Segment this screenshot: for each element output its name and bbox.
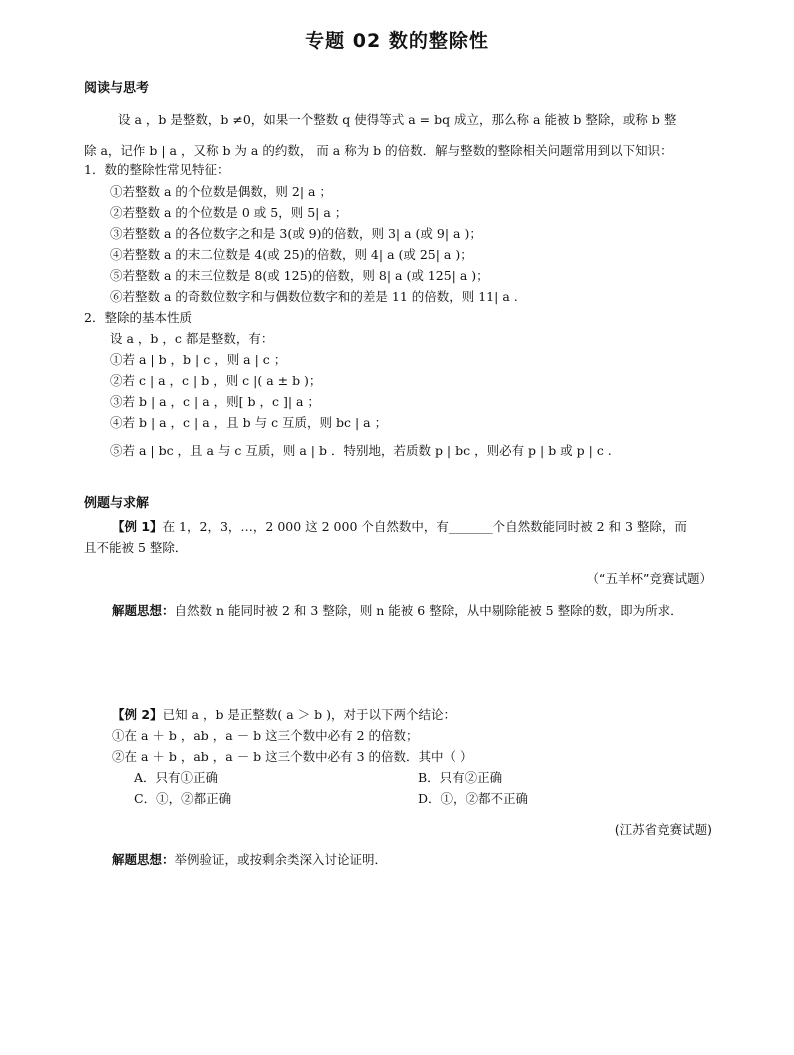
example-2-label: 【例 2】 (112, 707, 163, 722)
example-2-option-a: A．只有①正确 (134, 770, 219, 785)
example-1-hint-text: 自然数 n 能同时被 2 和 3 整除，则 n 能被 6 整除，从中剔除能被 5 整除的数，即为所求． (174, 603, 683, 618)
point2-intro: 设 a ，b ，c 都是整数，有： (110, 331, 274, 346)
example-1-line-2: 且不能被 5 整除． (84, 540, 188, 555)
point1-item: ⑤若整数 a 的末三位数是 8(或 125)的倍数，则 8| a (或 125| a )； (110, 268, 489, 283)
example-2-line-1 (112, 707, 456, 723)
point1-item: ④若整数 a 的末二位数是 4(或 25)的倍数，则 4| a (或 25| a )； (110, 247, 473, 262)
intro-line-2: 除 a，记作 b | a ，又称 b 为 a 的约数， 而 a 称为 b 的倍数．解与整数的整除相关问题常用到以下知识： (84, 143, 673, 158)
point2-item: ①若 a | b ，b | c ，则 a | c ； (110, 352, 287, 367)
example-2-text: 已知 a ，b 是正整数( a ＞ b )，对于以下两个结论： (162, 707, 457, 722)
example-1-source: （“五羊杯”竞赛试题） (586, 571, 712, 586)
intro-line-1: 设 a ，b 是整数，b ≠0，如果一个整数 q 使得等式 a = bq 成立，那么称 a 能被 b 整除，或称 b 整 (118, 112, 677, 127)
example-2-hint (112, 852, 387, 868)
point2-title: 2．整除的基本性质 (84, 310, 192, 325)
example-2-option-d: D．①，②都不正确 (418, 791, 529, 806)
example-2-option-b: B．只有②正确 (418, 770, 503, 785)
point1-item: ②若整数 a 的个位数是 0 或 5，则 5| a ； (110, 205, 348, 220)
page-title: 专题 02 数的整除性 (305, 30, 489, 52)
example-1-hint-label: 解题思想： (112, 603, 175, 618)
point2-item: ②若 c | a ，c | b ，则 c |( a ± b )； (110, 373, 322, 388)
example-1-hint (112, 603, 683, 619)
example-2-option-c: C．①，②都正确 (134, 791, 232, 806)
point1-item: ①若整数 a 的个位数是偶数，则 2| a ； (110, 184, 332, 199)
point2-item: ④若 b | a ，c | a ，且 b 与 c 互质，则 bc | a ； (110, 415, 388, 430)
point2-item: ③若 b | a ，c | a ，则[ b ，c ]| a ； (110, 394, 320, 409)
example-1-label: 【例 1】 (112, 519, 163, 534)
point2-item: ⑤若 a | bc ，且 a 与 c 互质，则 a | b ．特别地，若质数 p | bc ，则必有 p | b 或 p | c . (110, 443, 612, 458)
example-2-line-2: ①在 a ＋ b ，ab ，a － b 这三个数中必有 2 的倍数； (112, 728, 419, 743)
point1-item: ③若整数 a 的各位数字之和是 3(或 9)的倍数，则 3| a (或 9| a )； (110, 226, 482, 241)
example-2-source: (江苏省竞赛试题) (614, 822, 712, 837)
section-heading-examples: 例题与求解 (84, 496, 150, 511)
example-2-hint-text: 举例验证，或按剩余类深入讨论证明． (174, 852, 388, 867)
section-heading-reading: 阅读与思考 (84, 81, 150, 96)
example-1-line-1 (112, 519, 687, 535)
point1-title: 1．数的整除性常见特征： (84, 162, 230, 177)
example-1-text: 在 1，2，3，…，2 000 这 2 000 个自然数中，有_______个自然数能同时被 2 和 3 整除，而 (162, 519, 687, 534)
example-2-line-3: ②在 a ＋ b ，ab ，a － b 这三个数中必有 3 的倍数．其中（ ） (112, 749, 473, 764)
example-2-hint-label: 解题思想： (112, 852, 175, 867)
point1-item: ⑥若整数 a 的奇数位数字和与偶数位数字和的差是 11 的倍数，则 11| a . (110, 289, 518, 304)
